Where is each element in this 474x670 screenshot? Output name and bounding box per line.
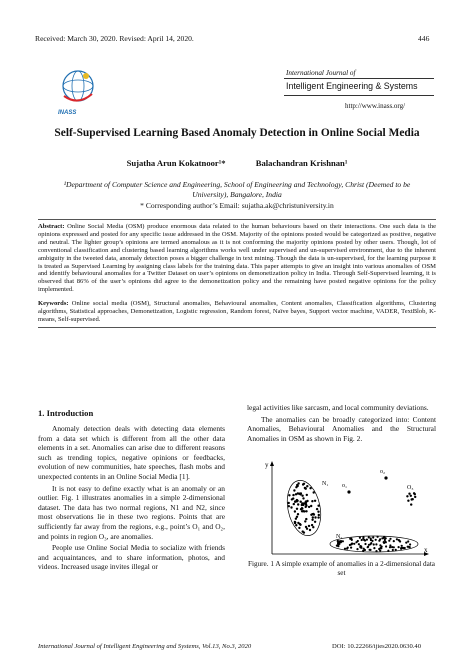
data-point — [396, 538, 398, 540]
data-point — [406, 495, 408, 497]
label-o1: o₁ — [342, 483, 348, 489]
data-point — [385, 537, 387, 539]
data-point — [375, 539, 377, 541]
data-point — [389, 538, 391, 540]
author-1: Sujatha Arun Kokatnoor¹* — [126, 158, 226, 168]
data-point — [317, 505, 319, 507]
data-point — [370, 542, 372, 544]
abstract-box — [38, 219, 436, 328]
data-point — [302, 504, 304, 506]
data-point — [392, 549, 394, 551]
data-point — [409, 543, 411, 545]
data-point — [385, 541, 387, 543]
data-point — [398, 546, 400, 548]
data-point — [305, 505, 307, 507]
journal-divider — [284, 78, 434, 79]
data-point — [340, 540, 342, 542]
received-revised-line: Received: March 30, 2020. Revised: April 14, 2020. — [35, 34, 194, 43]
data-point — [350, 547, 352, 549]
inass-logo-icon — [56, 66, 100, 114]
data-point — [306, 485, 308, 487]
data-point — [298, 527, 300, 529]
region-n2-points — [336, 536, 411, 553]
label-o2: o₂ — [380, 469, 386, 475]
label-n1: N₁ — [322, 481, 329, 487]
abstract-text: Online Social Media (OSM) produce enormous data related to the human behaviours based on their interactions. One such data is the opinions expressed and posted for any specific issue addressed in the OSM. Majority of the opinions posted would be categorized as positive, negative and neutral. The lighter group’s opinions are termed anomalous as it is not conforming the majority opinions posted by other users. Though, lot of conventional classification and clustering based learning algorithms works well under supervised and un-supervised environment, due to the inherent ambiguity in the tweeted data, anomaly detection poses a bigger challenge in text mining. Though the data is un-supervised, for the learning purpose it is treated as Supervised Learning by assigning class labels for the training data. This paper attempts to give an insight into various anomalies of OSM and identify behavioural anomalies for a Twitter Dataset on user’s opinions on demonetization policy in India. Through Self-Supervised learning, it is observed that 86% of the user’s opinions did agree to the demonetization policy and the remaining have posted negative opinions for the policy implemented. — [38, 223, 436, 294]
data-point — [288, 505, 290, 507]
data-point — [310, 505, 312, 507]
data-point — [407, 540, 409, 542]
region-n1 — [283, 477, 329, 538]
data-point — [305, 510, 307, 512]
keywords — [38, 300, 436, 324]
x-axis-label: x — [424, 546, 428, 554]
data-point — [293, 489, 295, 491]
keywords-text: Online social media (OSM), Structural anomalies, Behavioural anomalies, Content anomalies, Classification algorithms, Clustering algorithms, Statistical approaches, Demonetization, Logistic regression, Random forest, Naïve bayes, Support vector machine, VADER, TextBlob, K-means, Self-supervised. — [38, 300, 436, 323]
data-point — [408, 493, 410, 495]
journal-url-link[interactable]: http://www.inass.org/ — [345, 102, 406, 110]
data-point — [312, 526, 314, 528]
data-point — [297, 513, 299, 515]
data-point — [311, 513, 313, 515]
paragraph: People use Online Social Media to socialize with friends and acquaintances, and to share information, photos, and videos. Increased usage invites illegal or — [38, 543, 225, 572]
data-point — [370, 539, 372, 541]
data-point — [414, 496, 416, 498]
label-o3: O₃ — [407, 485, 414, 491]
label-n2: N₂ — [336, 534, 343, 540]
data-point — [395, 549, 397, 551]
data-point — [294, 521, 296, 523]
abstract — [38, 223, 436, 294]
data-point — [311, 519, 313, 521]
data-point — [357, 540, 359, 542]
data-point — [295, 524, 297, 526]
data-point — [302, 530, 304, 532]
data-point — [385, 545, 387, 547]
data-point — [313, 491, 315, 493]
point-o2 — [384, 476, 387, 479]
data-point — [407, 500, 409, 502]
data-point — [299, 493, 301, 495]
corresponding-author: * Corresponding author’s Email: sujatha.ak@christuniversity.in — [140, 201, 334, 210]
data-point — [393, 540, 395, 542]
data-point — [311, 500, 313, 502]
abstract-label: Abstract: — [38, 223, 65, 230]
data-point — [317, 511, 319, 513]
data-point — [366, 539, 368, 541]
data-point — [291, 498, 293, 500]
data-point — [296, 484, 298, 486]
data-point — [383, 537, 385, 539]
data-point — [378, 540, 380, 542]
data-point — [361, 539, 363, 541]
region-o3-points — [406, 492, 416, 506]
data-point — [368, 544, 370, 546]
data-point — [377, 536, 379, 538]
journal-divider-bottom — [284, 95, 434, 96]
data-point — [301, 495, 303, 497]
data-point — [297, 522, 299, 524]
logo-text: INASS — [58, 110, 77, 116]
data-point — [304, 520, 306, 522]
region-n1-points — [288, 482, 321, 534]
data-point — [312, 516, 314, 518]
data-point — [373, 543, 375, 545]
data-point — [375, 543, 377, 545]
data-point — [300, 501, 302, 503]
journal-name-line2: Intelligent Engineering & Systems — [286, 81, 418, 91]
data-point — [302, 497, 304, 499]
data-point — [288, 502, 290, 504]
data-point — [302, 510, 304, 512]
y-axis-label: y — [265, 461, 269, 469]
author-2: Balachandran Krishnan¹ — [255, 158, 348, 168]
data-point — [318, 514, 320, 516]
data-point — [358, 543, 360, 545]
keywords-label: Keywords: — [38, 300, 69, 308]
data-point — [369, 549, 371, 551]
data-point — [388, 540, 390, 542]
data-point — [317, 516, 319, 518]
page-number: 446 — [418, 34, 430, 43]
data-point — [364, 543, 366, 545]
data-point — [373, 547, 375, 549]
data-point — [393, 546, 395, 548]
journal-name-line1: International Journal of — [286, 69, 356, 77]
data-point — [400, 548, 402, 550]
data-point — [356, 548, 358, 550]
data-point — [295, 493, 297, 495]
paragraph: The anomalies can be broadly categorized into: Content Anomalies, Behavioural Anomalies and the Structural Anomalies in OSM as shown in Fig. 2. — [247, 414, 436, 443]
data-point — [288, 494, 290, 496]
data-point — [380, 547, 382, 549]
data-point — [308, 506, 310, 508]
data-point — [398, 539, 400, 541]
section-heading: 1. Introduction — [38, 408, 94, 418]
data-point — [296, 516, 298, 518]
data-point — [349, 544, 351, 546]
data-point — [372, 536, 374, 538]
data-point — [414, 493, 416, 495]
data-point — [306, 528, 308, 530]
figure-caption: Figure. 1 A simple example of anomalies in a 2-dimensional data set — [247, 560, 436, 577]
footer-journal: International Journal of Intelligent Engineering and Systems, Vol.13, No.3, 2020 — [38, 643, 252, 650]
data-point — [401, 545, 403, 547]
data-point — [389, 544, 391, 546]
paragraph: legal activities like sarcasm, and local community deviations. — [247, 403, 429, 412]
y-axis-arrow-icon — [270, 461, 274, 466]
right-column — [247, 403, 436, 445]
paper-title: Self-Supervised Learning Based Anomaly Detection in Online Social Media — [54, 127, 420, 139]
data-point — [405, 542, 407, 544]
left-column — [38, 424, 225, 574]
data-point — [305, 518, 307, 520]
data-point — [306, 494, 308, 496]
data-point — [359, 537, 361, 539]
data-point — [305, 500, 307, 502]
data-point — [290, 506, 292, 508]
footer-doi: DOI: 10.22266/ijies2020.0630.40 — [332, 643, 422, 650]
data-point — [412, 498, 414, 500]
data-point — [308, 525, 310, 527]
data-point — [337, 545, 339, 547]
data-point — [368, 536, 370, 538]
data-point — [407, 546, 409, 548]
data-point — [309, 487, 311, 489]
data-point — [309, 529, 311, 531]
data-point — [314, 521, 316, 523]
data-point — [296, 508, 298, 510]
data-point — [351, 543, 353, 545]
data-point — [410, 503, 412, 505]
data-point — [409, 546, 411, 548]
data-point — [375, 550, 377, 552]
data-point — [410, 495, 412, 497]
data-point — [311, 524, 313, 526]
paragraph: It is not easy to define exactly what is an anomaly or an outlier. Fig. 1 illustrates anomalies in a simple 2-dimensional dataset. The data has two normal regions, N1 and N2, since most observations lie in these two regions. Points that are sufficiently far away from the regions, e.g., point’s O₁ and O₂, and points in region O₃, are anomalies. — [38, 483, 225, 541]
data-point — [379, 544, 381, 546]
data-point — [302, 483, 304, 485]
data-point — [387, 550, 389, 552]
data-point — [360, 545, 362, 547]
data-point — [296, 499, 298, 501]
affiliation: ¹Department of Computer Science and Engineering, School of Engineering and Technology, Christ (Deemed to be University), Bangalore, India — [63, 180, 411, 199]
figure-anomalies — [262, 458, 430, 558]
data-point — [346, 548, 348, 550]
data-point — [292, 494, 294, 496]
data-point — [314, 500, 316, 502]
data-point — [293, 503, 295, 505]
data-point — [295, 486, 297, 488]
data-point — [305, 488, 307, 490]
data-point — [362, 537, 364, 539]
data-point — [402, 547, 404, 549]
point-o1 — [347, 490, 350, 493]
paragraph: Anomaly detection deals with detecting data elements from a data set which is different from all the other data elements in a set. Anomalies can arise due to different reasons such as trending topics, negative opinions or feedbacks, evolution of new communities, hate speeches, flash mobs and unexpected contents in an Online Social Media [1]. — [38, 424, 225, 481]
data-point — [297, 503, 299, 505]
data-point — [314, 516, 316, 518]
data-point — [344, 548, 346, 550]
data-point — [353, 543, 355, 545]
author-list — [0, 158, 474, 168]
data-point — [316, 508, 318, 510]
data-point — [350, 538, 352, 540]
data-point — [294, 510, 296, 512]
data-point — [367, 546, 369, 548]
data-point — [364, 549, 366, 551]
data-point — [300, 508, 302, 510]
